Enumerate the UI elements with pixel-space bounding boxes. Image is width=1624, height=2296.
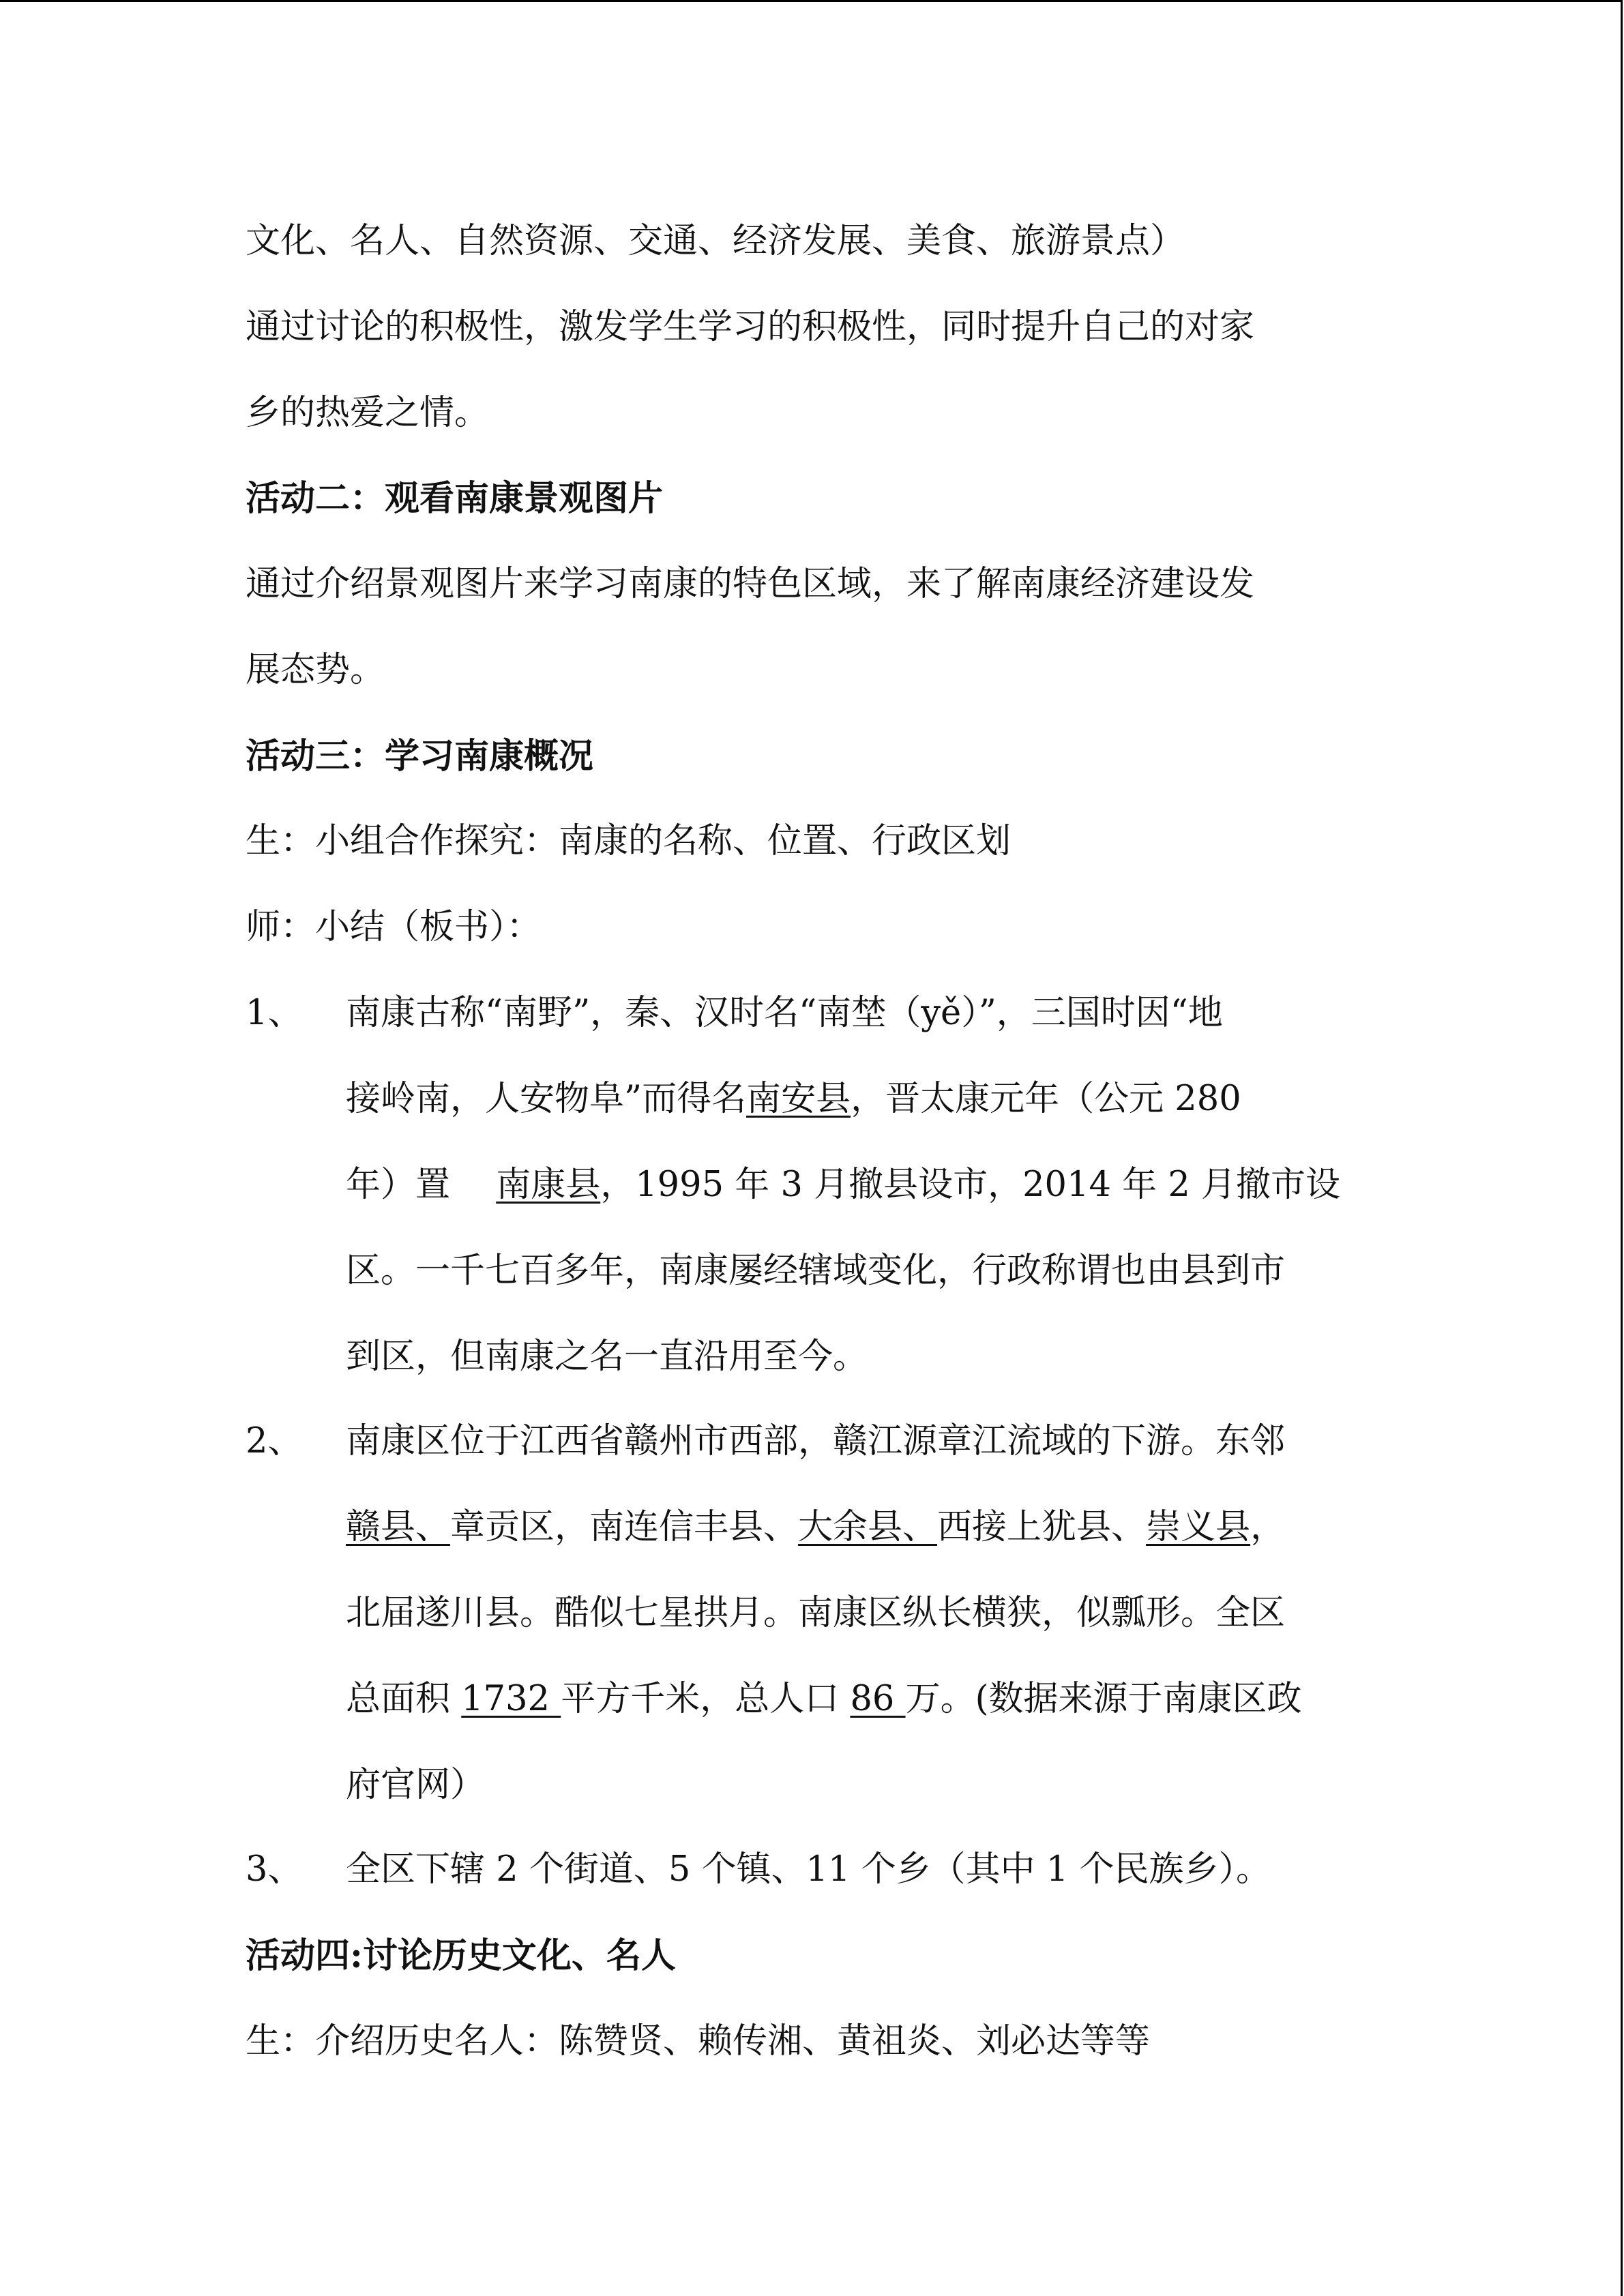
list-number: 1、 (246, 993, 303, 1033)
list-line (346, 1485, 1396, 1570)
list-body (346, 1399, 1396, 1828)
text-run: 章贡区，南连信丰县、 (450, 1507, 799, 1547)
underlined-text: 崇义县 (1146, 1507, 1251, 1547)
paragraph-text: 通过介绍景观图片来学习南康的特色区域，来了解南康经济建设发 (246, 564, 1255, 604)
list-line: 南康古称“南野”，秦、汉时名“南埜（yě）”，三国时因“地 (346, 993, 1223, 1033)
list-line: 南康区位于江西省赣州市西部，赣江源章江流域的下游。东邻 (346, 1421, 1286, 1461)
list-number: 2、 (246, 1421, 303, 1461)
paragraph-text: 文化、名人、自然资源、交通、经济发展、美食、旅游景点） (246, 221, 1185, 261)
list-line: 北届遂川县。酷似七星拱月。南康区纵长横狭，似瓢形。全区 (346, 1593, 1286, 1633)
list-line: 府官网） (346, 1765, 486, 1805)
paragraph-text: 生：介绍历史名人：陈赞贤、赖传湘、黄祖炎、刘必达等等 (246, 2021, 1151, 2061)
section-heading: 活动四:讨论历史文化、名人 (246, 1935, 676, 1976)
underlined-text: 南康县 (496, 1165, 601, 1205)
section-heading: 活动二：观看南康景观图片 (246, 478, 664, 519)
list-line (346, 1142, 1396, 1228)
text-run: ，晋太康元年（公元 280 (851, 1079, 1241, 1119)
underlined-text: 1732 (461, 1679, 561, 1719)
text-run: ， (1250, 1507, 1286, 1547)
text-run: ，1995 年 3 月撤县设市，2014 年 2 月撤市设 (600, 1165, 1340, 1205)
section-heading: 活动三：学习南康概况 (246, 736, 594, 777)
paragraph-text: 展态势。 (246, 650, 385, 690)
list-line (346, 1056, 1396, 1142)
paragraph-text: 师：小结（板书）： (246, 907, 542, 947)
list-number: 3、 (246, 1849, 303, 1890)
list-line: 到区，但南康之名一直沿用至今。 (346, 1337, 868, 1377)
list-body (346, 970, 1396, 1400)
list-body (346, 1827, 1396, 1913)
text-run: 总面积 (346, 1679, 462, 1719)
text-run: 年）置 (346, 1165, 497, 1205)
list-line (346, 1656, 1396, 1742)
text-run: 万。(数据来源于南康区政 (905, 1679, 1302, 1719)
paragraph-text: 通过讨论的积极性，激发学生学习的积极性，同时提升自己的对家 (246, 307, 1255, 347)
paragraph-text: 生：小组合作探究：南康的名称、位置、行政区划 (246, 821, 1012, 861)
underlined-text: 赣县、 (346, 1507, 451, 1547)
list-line: 全区下辖 2 个街道、5 个镇、11 个乡（其中 1 个民族乡）。 (346, 1849, 1271, 1890)
list-line: 区。一千七百多年，南康屡经辖域变化，行政称谓也由县到市 (346, 1251, 1286, 1291)
text-run: 西接上犹县、 (937, 1507, 1147, 1547)
text-run: 接岭南，人安物阜”而得名 (346, 1079, 747, 1119)
underlined-text: 大余县、 (798, 1507, 938, 1547)
paragraph-text: 乡的热爱之情。 (246, 393, 490, 433)
underlined-text: 南安县 (746, 1079, 851, 1119)
underlined-text: 86 (850, 1679, 906, 1719)
text-run: 平方千米，总人口 (561, 1679, 851, 1719)
